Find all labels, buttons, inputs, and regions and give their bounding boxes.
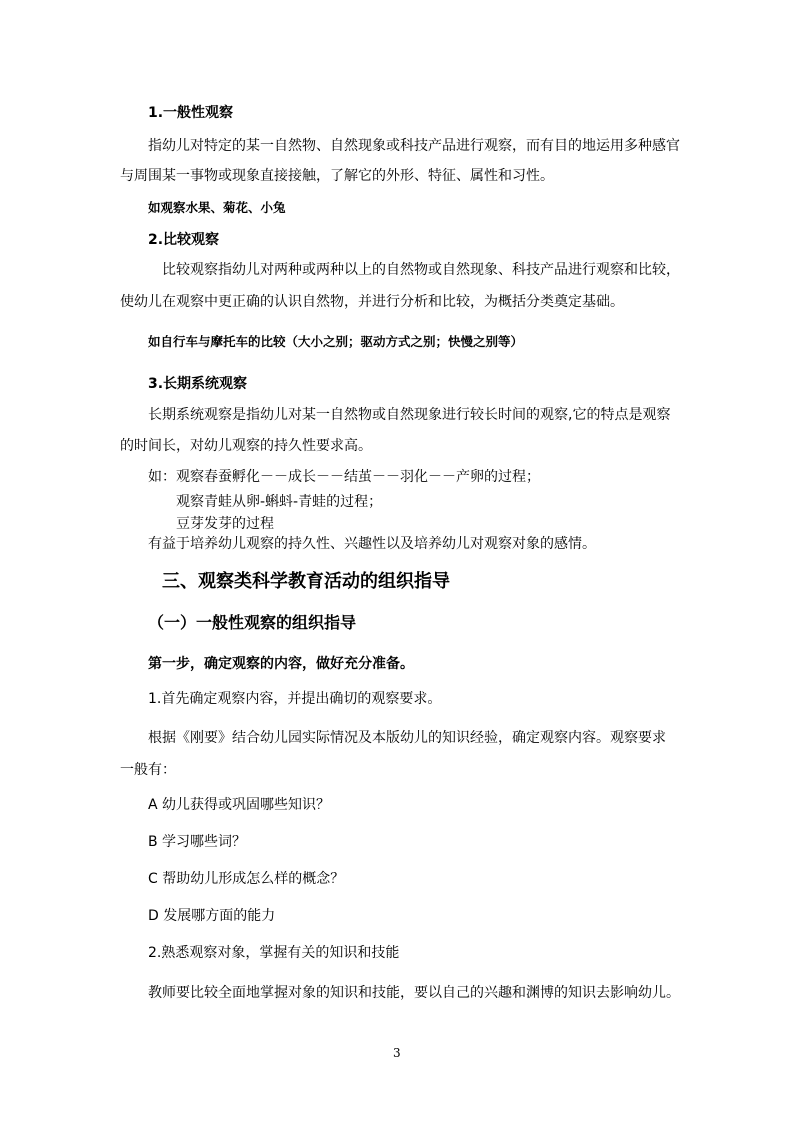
section-1-heading: 1.一般性观察 (148, 105, 234, 121)
page-number: 3 (393, 1046, 401, 1060)
step-1-heading: 第一步，确定观察的内容，做好充分准备。 (148, 656, 414, 672)
section-2-heading: 2.比较观察 (148, 232, 220, 248)
section-3-text-line-1: 长期系统观察是指幼儿对某一自然物或自然现象进行较长时间的观察,它的特点是观察 (148, 407, 671, 423)
section-3-example-2: 观察青蛙从卵-蝌蚪-青蛙的过程； (176, 494, 383, 510)
section-3-example-3: 豆芽发芽的过程 (176, 516, 274, 532)
section-2-text-line-1: 比较观察指幼儿对两种或两种以上的自然物或自然现象、科技产品进行观察和比较， (162, 262, 680, 278)
section-3-example-1: 如：观察春蚕孵化－－成长－－结茧－－羽化－－产卵的过程； (148, 469, 540, 485)
list-item-d: D 发展哪方面的能力 (148, 908, 276, 924)
list-item-a: A 幼儿获得或巩固哪些知识？ (148, 797, 331, 813)
section-2-text-line-2: 使幼儿在观察中更正确的认识自然物，并进行分析和比较，为概括分类奠定基础。 (120, 294, 624, 310)
section-3-text-line-2: 的时间长，对幼儿观察的持久性要求高。 (120, 438, 372, 454)
section-2-example: 如自行车与摩托车的比较（大小之别；驱动方式之别；快慢之别等） (148, 334, 524, 349)
subsection-1-title: （一）一般性观察的组织指导 (148, 613, 357, 632)
section-3-summary: 有益于培养幼儿观察的持久性、兴趣性以及培养幼儿对观察对象的感情。 (148, 536, 596, 552)
list-item-b: B 学习哪些词？ (148, 834, 247, 850)
chapter-3-title: 三、观察类科学教育活动的组织指导 (162, 571, 450, 592)
section-1-text-line-1: 指幼儿对特定的某一自然物、自然现象或科技产品进行观察，而有目的地运用多种感官 (148, 138, 680, 154)
paragraph-line-1: 根据《刚要》结合幼儿园实际情况及本版幼儿的知识经验，确定观察内容。观察要求 (148, 730, 666, 746)
list-item-c: C 帮助幼儿形成怎么样的概念？ (148, 871, 345, 887)
item-2: 2.熟悉观察对象，掌握有关的知识和技能 (148, 945, 400, 961)
paragraph-final: 教师要比较全面地掌握对象的知识和技能，要以自己的兴趣和渊博的知识去影响幼儿。 (148, 985, 680, 1001)
section-1-text-line-2: 与周围某一事物或现象直接接触，了解它的外形、特征、属性和习性。 (120, 168, 554, 184)
paragraph-line-2: 一般有： (120, 762, 176, 778)
section-1-example: 如观察水果、菊花、小兔 (148, 200, 286, 215)
item-1: 1.首先确定观察内容，并提出确切的观察要求。 (148, 691, 442, 707)
section-3-heading: 3.长期系统观察 (148, 376, 248, 392)
